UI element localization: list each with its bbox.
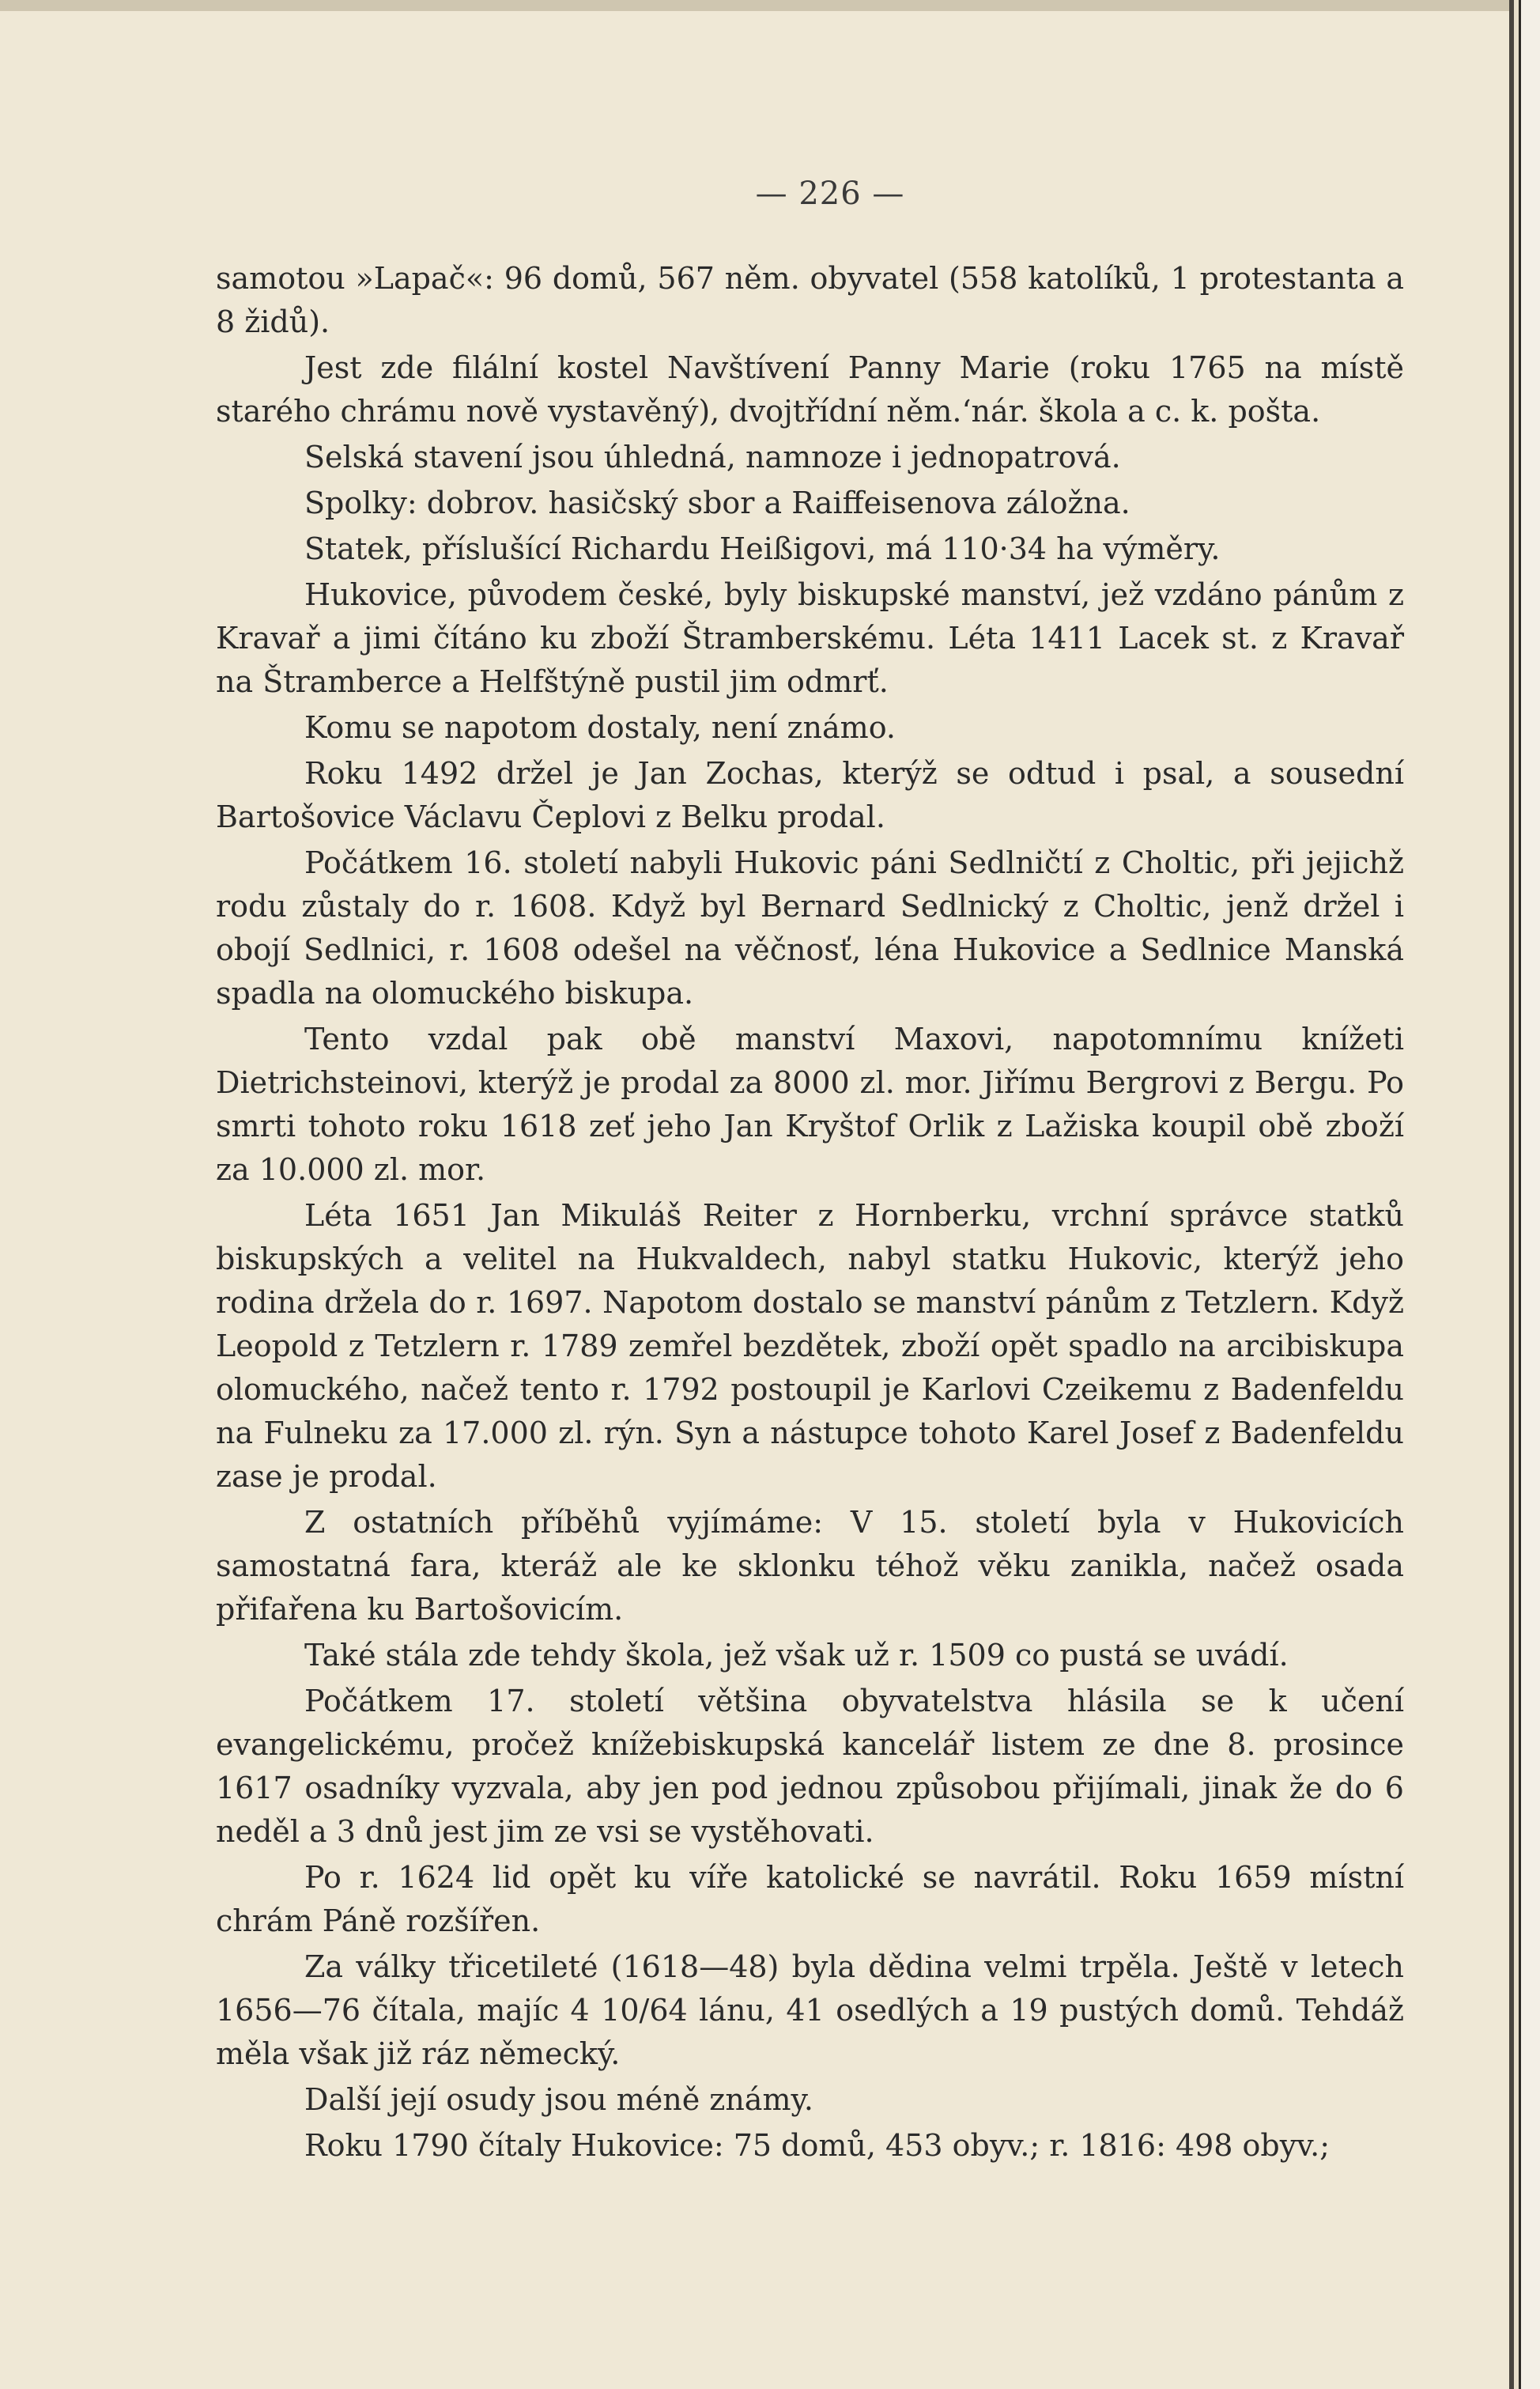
paragraph-16: Za války třicetileté (1618—48) byla dědina velmi trpěla. Ještě v letech 1656—76 čítala, majíc 4 10/64 lánu, 41 osedlých a 19 pustých domů. Tehdáž měla však již ráz německý. [216,1949,1404,2071]
paragraph-15: Po r. 1624 lid opět ku víře katolické se navrátil. Roku 1659 místní chrám Páně rozšířen. [216,1860,1404,1938]
paragraph-14: Počátkem 17. století většina obyvatelstva hlásila se k učení evangelickému, pročež knížebiskupská kancelář listem ze dne 8. prosince 1617 osadníky vyzvala, aby jen pod jednou způsobou přijímali, jinak že do 6 neděl a 3 dnů jest jim ze vsi se vystěhovati. [216,1684,1404,1849]
paragraph-12: Z ostatních příběhů vyjímáme: V 15. století byla v Hukovicích samostatná fara, kteráž ale ke sklonku téhož věku zanikla, načež osada přifařena ku Bartošovicím. [216,1505,1404,1627]
page-text [216,257,1404,2170]
page-number: — 226 — [755,176,905,212]
paragraph-5: Statek, příslušící Richardu Heißigovi, má 110·34 ha výměry. [304,531,1221,566]
paragraph-3: Selská stavení jsou úhledná, namnoze i jednopatrová. [304,440,1121,474]
book-spine-edge [1519,0,1540,2389]
paragraph-9: Počátkem 16. století nabyli Hukovic páni Sedlničtí z Choltic, při jejichž rodu zůstaly do r. 1608. Když byl Bernard Sedlnický z Choltic, jenž držel i obojí Sedlnici, r. 1608 odešel na věčnosť, léna Hukovice a Sedlnice Manská spadla na olomuckého biskupa. [216,845,1404,1011]
paragraph-8: Roku 1492 držel je Jan Zochas, kterýž se odtud i psal, a sousední Bartošovice Václavu Čeplovi z Belku prodal. [216,756,1404,834]
paragraph-13: Také stála zde tehdy škola, jež však už r. 1509 co pustá se uvádí. [304,1638,1289,1673]
paragraph-6: Hukovice, původem české, byly biskupské manství, jež vzdáno pánům z Kravař a jimi čítáno ku zboží Štramberskému. Léta 1411 Lacek st. z Kravař na Štramberce a Helfštýně pustil jim odmrť. [216,577,1404,699]
paragraph-4: Spolky: dobrov. hasičský sbor a Raiffeisenova záložna. [304,486,1130,520]
paragraph-17: Další její osudy jsou méně známy. [304,2082,813,2117]
paragraph-1: samotou »Lapač«: 96 domů, 567 něm. obyvatel (558 katolíků, 1 protestanta a 8 židů). [216,261,1404,339]
paragraph-18: Roku 1790 čítaly Hukovice: 75 domů, 453 obyv.; r. 1816: 498 obyv.; [304,2128,1331,2163]
paragraph-7: Komu se napotom dostaly, není známo. [304,710,896,745]
paragraph-10: Tento vzdal pak obě manství Maxovi, napotomnímu knížeti Dietrichsteinovi, kterýž je prodal za 8000 zl. mor. Jiřímu Bergrovi z Bergu. Po smrti tohoto roku 1618 zeť jeho Jan Kryštof Orlik z Lažiska koupil obě zboží za 10.000 zl. mor. [216,1022,1404,1187]
paragraph-2: Jest zde filální kostel Navštívení Panny Marie (roku 1765 na místě starého chrámu nově vystavěný), dvojtřídní něm.‘nár. škola a c. k. pošta. [216,350,1404,429]
paragraph-11: Léta 1651 Jan Mikuláš Reiter z Hornberku, vrchní správce statků biskupských a velitel na Hukvaldech, nabyl statku Hukovic, kterýž jeho rodina držela do r. 1697. Napotom dostalo se manství pánům z Tetzlern. Když Leopold z Tetzlern r. 1789 zemřel bezdětek, zboží opět spadlo na arcibiskupa olomuckého, načež tento r. 1792 postoupil je Karlovi Czeikemu z Badenfeldu na Fulneku za 17.000 zl. rýn. Syn a nástupce tohoto Karel Josef z Badenfeldu zase je prodal. [216,1198,1404,1494]
